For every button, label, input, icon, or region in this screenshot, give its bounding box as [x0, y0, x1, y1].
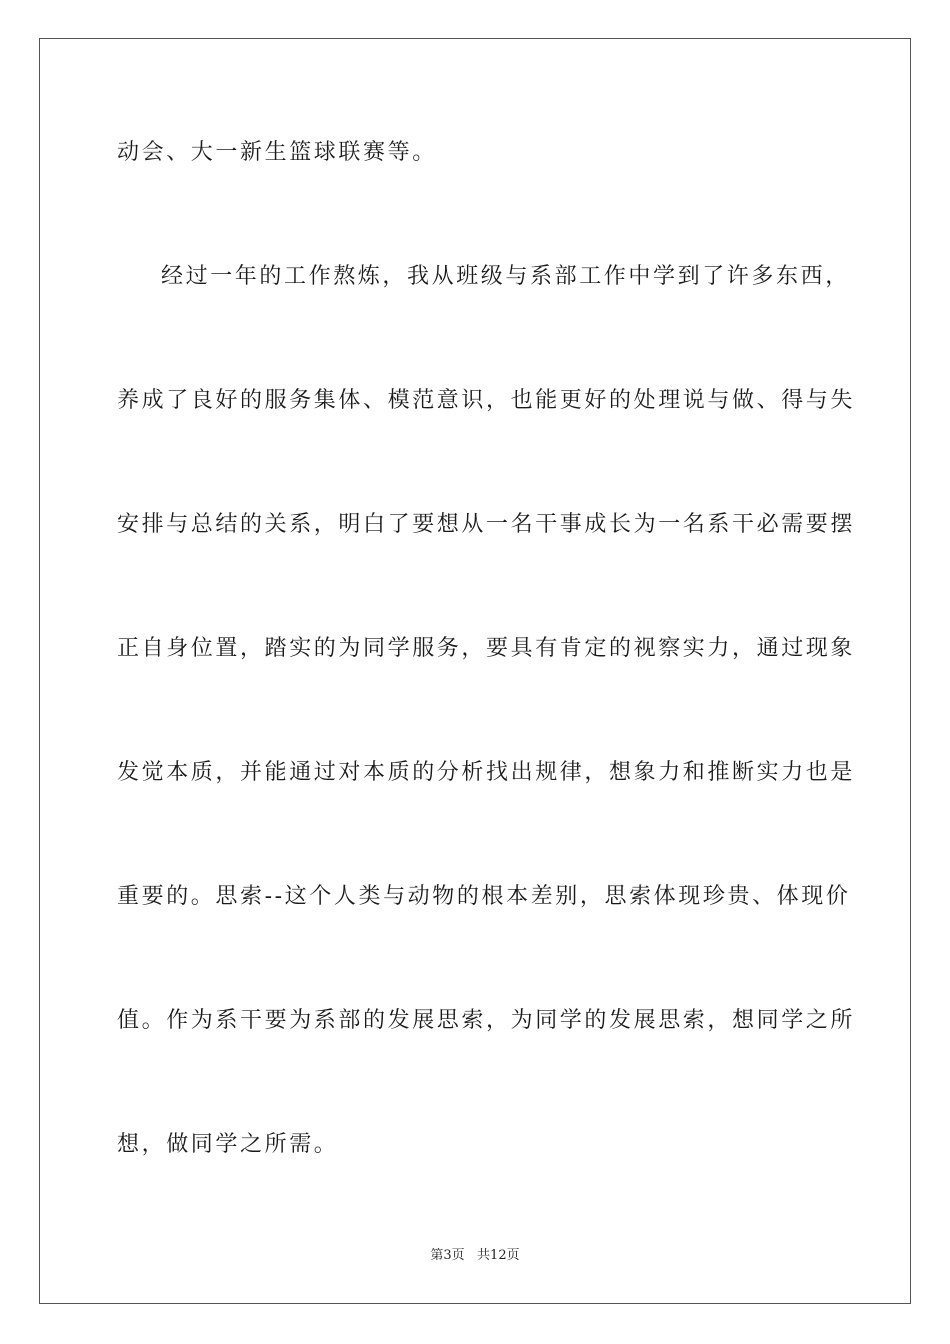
- text-line-6: 发觉本质，并能通过对本质的分析找出规律，想象力和推断实力也是: [117, 760, 856, 785]
- page-number-footer: 第3页 共12页: [430, 1248, 520, 1263]
- text-line-9: 想，做同学之所需。: [117, 1132, 339, 1157]
- text-line-3: 养成了良好的服务集体、模范意识，也能更好的处理说与做、得与失: [117, 388, 856, 413]
- text-line-7: 重要的。思索--这个人类与动物的根本差别，思索体现珍贵、体现价: [117, 884, 851, 909]
- text-line-5: 正自身位置，踏实的为同学服务，要具有肯定的视察实力，通过现象: [117, 636, 856, 661]
- text-line-1: 动会、大一新生篮球联赛等。: [117, 140, 437, 165]
- paragraph-start-line: 经过一年的工作熬炼，我从班级与系部工作中学到了许多东西，: [161, 264, 850, 289]
- page-border: [39, 38, 911, 1304]
- text-line-8: 值。作为系干要为系部的发展思索，为同学的发展思索，想同学之所: [117, 1008, 856, 1033]
- text-line-4: 安排与总结的关系，明白了要想从一名干事成长为一名系干必需要摆: [117, 512, 856, 537]
